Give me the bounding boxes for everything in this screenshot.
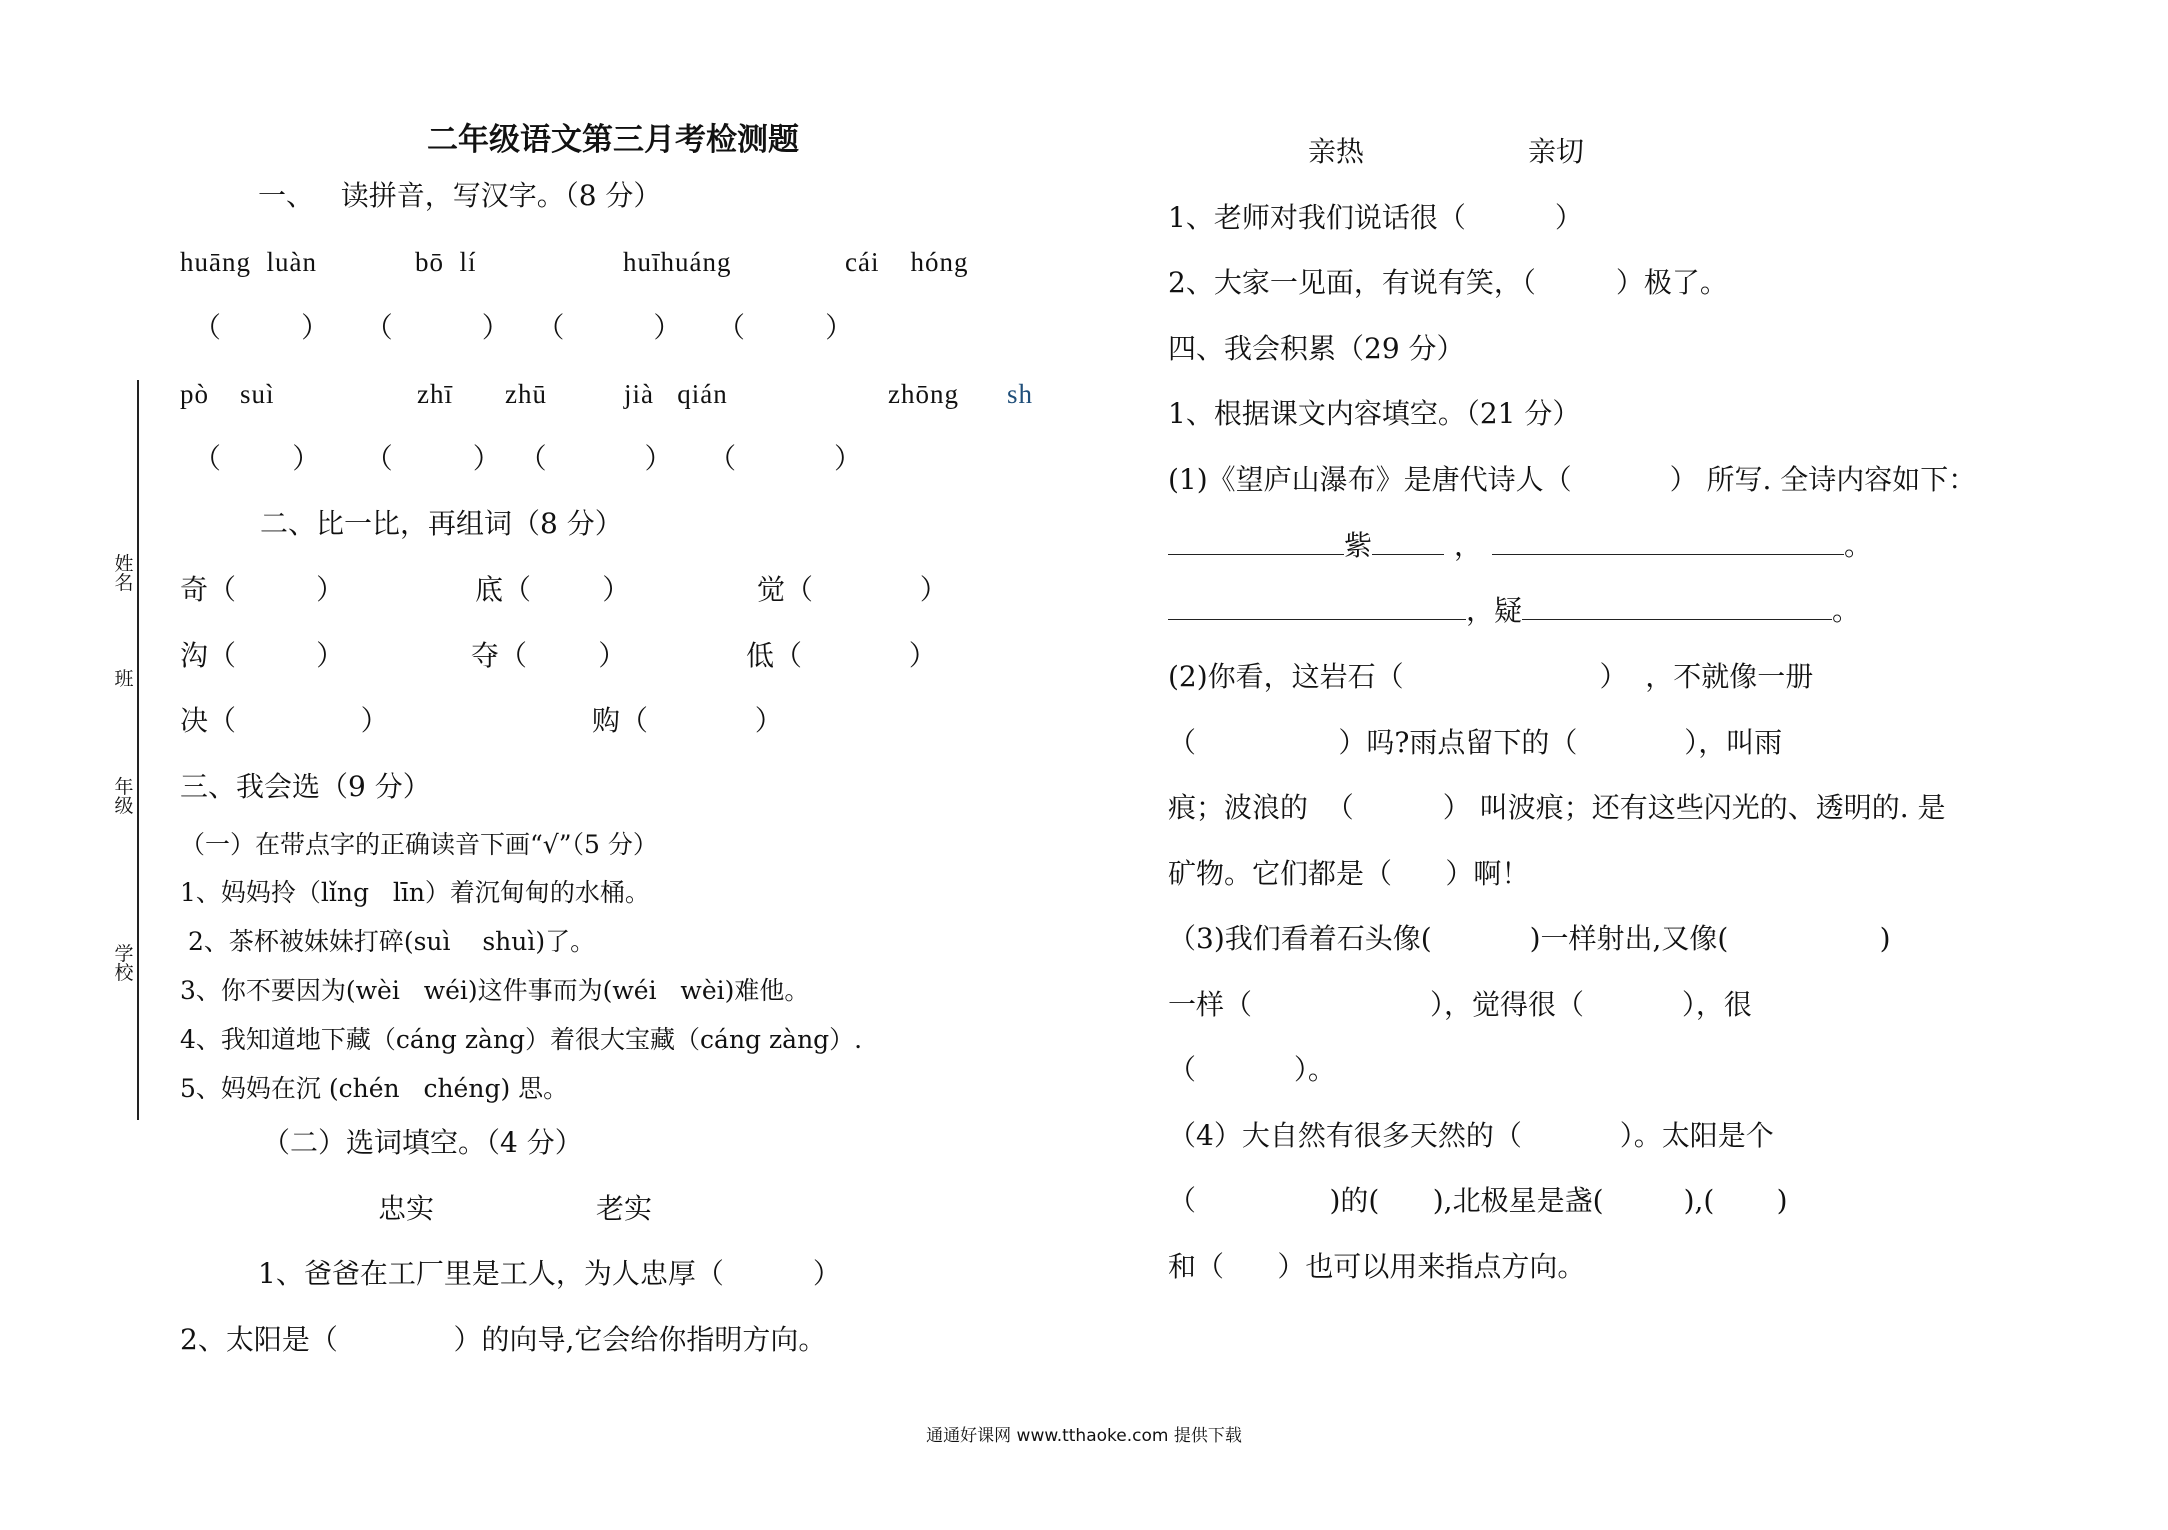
- pronunciation-item-5[interactable]: 5、妈妈在沉 (chén chéng) 思。: [180, 1074, 569, 1103]
- answer-parens-row-1[interactable]: （ ） （ ） （ ） （ ）: [193, 311, 854, 344]
- fill-line-2c[interactable]: 痕；波浪的 （ ） 叫波痕；还有这些闪光的、透明的. 是: [1168, 791, 1946, 824]
- char-4-blank[interactable]: （ ）: [208, 639, 345, 672]
- fill-question-1[interactable]: 1、爸爸在工厂里是工人，为人忠厚（ ）: [258, 1257, 841, 1290]
- class-label: 班: [114, 668, 134, 690]
- fill-line-3b[interactable]: 一样（ ），觉得很（ ），很: [1168, 988, 1752, 1021]
- binding-line: [137, 380, 139, 1120]
- pinyin-4: cái hóng: [845, 247, 969, 277]
- section-3-sub-2: （二）选词填空。（4 分）: [262, 1126, 583, 1159]
- name-label: 姓名: [114, 553, 134, 594]
- footer-text: 通通好课网 www.tthaoke.com 提供下载: [926, 1426, 1242, 1446]
- poem-end-2: 。: [1832, 594, 1861, 627]
- char-6-blank[interactable]: （ ）: [774, 639, 937, 672]
- poem-char-yi: ，疑: [1466, 594, 1523, 627]
- poem-end-1: 。: [1844, 529, 1873, 562]
- word-choice-1: 忠实: [378, 1192, 435, 1225]
- pinyin-2: bō lí: [415, 247, 477, 277]
- section-3-heading: 三、我会选（9 分）: [180, 770, 431, 803]
- pronunciation-item-3[interactable]: 3、你不要因为(wèi wéi)这件事而为(wéi wèi)难他。: [180, 976, 810, 1005]
- fill-line-2b[interactable]: （ ）吗?雨点留下的（ ），叫雨: [1168, 726, 1783, 759]
- char-3-blank[interactable]: （ ）: [785, 573, 948, 606]
- word-choice-3: 亲热: [1308, 135, 1365, 168]
- pinyin-10: sh: [1007, 379, 1034, 409]
- char-1: 奇: [180, 573, 209, 606]
- section-2-heading: 二、比一比，再组词（8 分）: [260, 507, 623, 540]
- char-3: 觉: [757, 573, 786, 606]
- section-4-heading: 四、我会积累（29 分）: [1168, 332, 1465, 365]
- pinyin-1: huāng luàn: [180, 247, 317, 277]
- fill-question-2[interactable]: 2、太阳是（ ）的向导,它会给你指明方向。: [180, 1323, 827, 1356]
- word-choice-2: 老实: [596, 1192, 653, 1225]
- fill-question-4[interactable]: 2、大家一见面，有说有笑，（ ）极了。: [1168, 266, 1728, 299]
- pinyin-8: jià qián: [624, 379, 728, 409]
- char-7-blank[interactable]: （ ）: [208, 704, 389, 737]
- section-1-heading: 一、 读拼音，写汉字。（8 分）: [258, 179, 662, 212]
- section-4-sub-1: 1、根据课文内容填空。（21 分）: [1168, 397, 1581, 430]
- fill-line-4c[interactable]: 和（ ）也可以用来指点方向。: [1168, 1250, 1586, 1283]
- word-choice-4: 亲切: [1528, 135, 1585, 168]
- fill-line-4b[interactable]: （ )的( ),北极星是盏( ),( ): [1168, 1184, 1788, 1217]
- section-3-sub-1: （一）在带点字的正确读音下画“√”（5 分）: [180, 830, 658, 859]
- page-title: 二年级语文第三月考检测题: [427, 122, 799, 158]
- char-7: 决: [180, 704, 209, 737]
- char-2-blank[interactable]: （ ）: [503, 573, 631, 606]
- char-4: 沟: [180, 639, 209, 672]
- pinyin-3: huīhuáng: [623, 247, 732, 277]
- pronunciation-item-4[interactable]: 4、我知道地下藏（cáng zàng）着很大宝藏（cáng zàng）.: [180, 1025, 863, 1054]
- pronunciation-item-2[interactable]: 2、茶杯被妹妹打碎(suì shuì)了。: [180, 927, 596, 956]
- char-5: 夺: [471, 639, 500, 672]
- poem-question-line[interactable]: (1)《望庐山瀑布》是唐代诗人（ ） 所写. 全诗内容如下：: [1168, 463, 1977, 496]
- fill-question-3[interactable]: 1、老师对我们说话很（ ）: [1168, 201, 1583, 234]
- school-label: 学校: [114, 943, 134, 984]
- char-8-blank[interactable]: （ ）: [620, 704, 783, 737]
- char-2: 底: [475, 573, 504, 606]
- fill-line-4a[interactable]: （4）大自然有很多天然的（ ）。太阳是个: [1168, 1119, 1774, 1152]
- poem-line-2[interactable]: [1168, 595, 1860, 627]
- poem-comma: ，: [1454, 529, 1483, 562]
- pinyin-7: zhū: [505, 379, 547, 409]
- grade-label: 年级: [114, 776, 134, 817]
- fill-line-3a[interactable]: （3)我们看着石头像( )一样射出,又像( ): [1168, 922, 1891, 955]
- poem-line-1[interactable]: [1168, 530, 1872, 562]
- char-8: 购: [592, 704, 621, 737]
- char-5-blank[interactable]: （ ）: [499, 639, 627, 672]
- char-6: 低: [746, 639, 775, 672]
- fill-line-3c[interactable]: （ ）。: [1168, 1053, 1336, 1086]
- answer-parens-row-2[interactable]: （ ） （ ） （ ） （ ）: [193, 442, 863, 475]
- fill-line-2a[interactable]: (2)你看，这岩石（ ） ，不就像一册: [1168, 660, 1814, 693]
- pronunciation-item-1[interactable]: 1、妈妈拎（lǐng līn）着沉甸甸的水桶。: [180, 878, 650, 907]
- poem-char-zi: 紫: [1344, 529, 1373, 562]
- fill-line-2d[interactable]: 矿物。它们都是（ ）啊！: [1168, 857, 1530, 890]
- char-1-blank[interactable]: （ ）: [208, 573, 345, 606]
- pinyin-6: zhī: [417, 379, 453, 409]
- pinyin-5: pò suì: [180, 379, 275, 409]
- pinyin-9: zhōng: [888, 379, 959, 409]
